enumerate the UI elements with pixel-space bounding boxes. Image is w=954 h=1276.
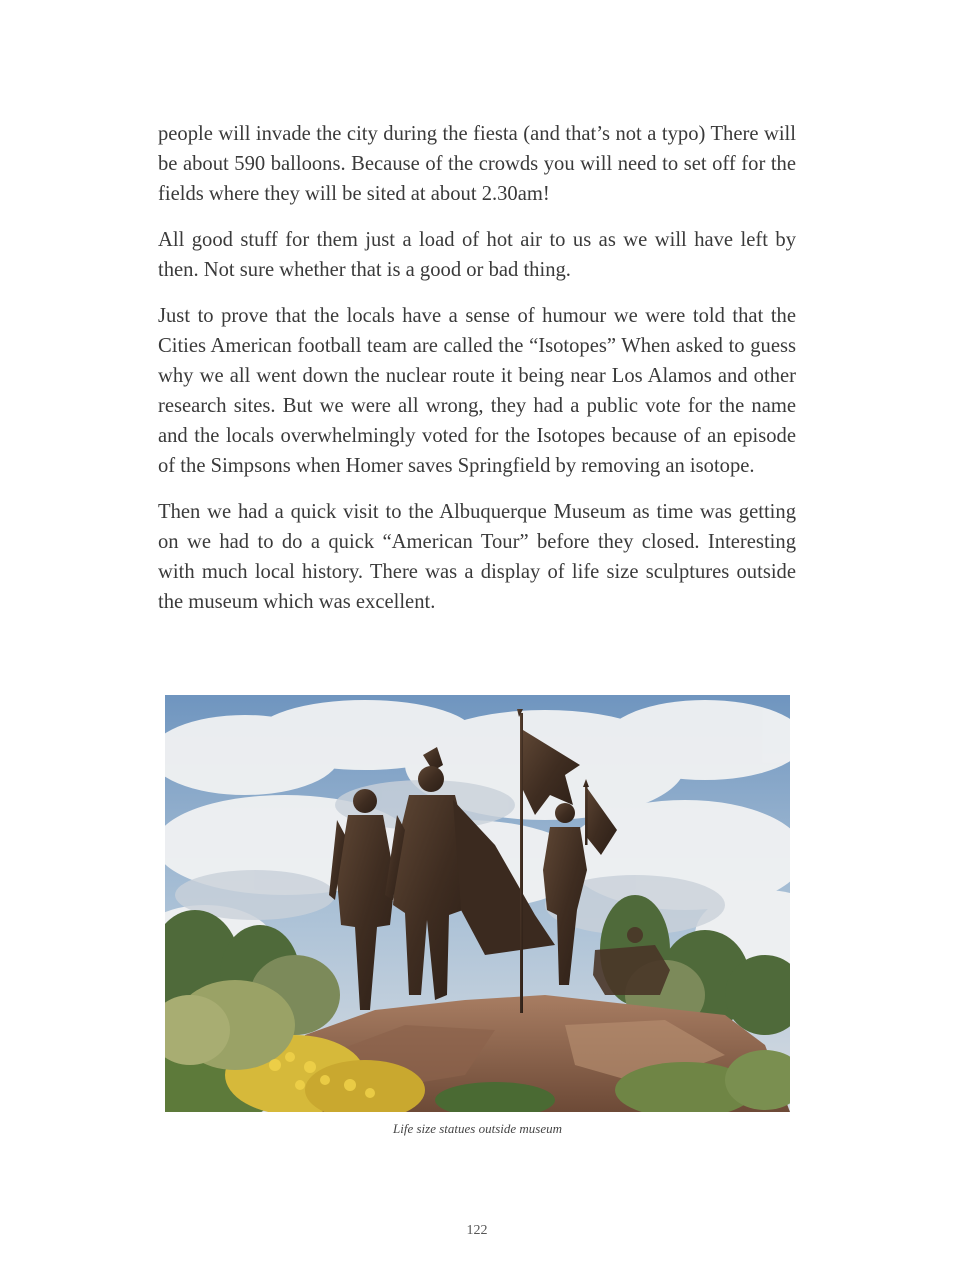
figure-caption: Life size statues outside museum <box>393 1121 562 1136</box>
paragraph-3: Just to prove that the locals have a sense of humour we were told that the Cities American football team are called the “Isotopes” When asked to guess why we all went down the nuclear route it being near Los Alamos and other research sites. But we were all wrong, they had a public vote for the name and the locals overwhelmingly voted for the Isotopes because of an episode of the Simpsons when Homer saves Springfield by removing an isotope. <box>158 305 796 477</box>
paragraph-1: people will invade the city during the fiesta (and that’s not a typo) There will be about 590 balloons. Because of the crowds you will need to set off for the fields where they will be sited at about 2.30am! <box>158 123 796 205</box>
statues-photo <box>165 695 790 1112</box>
page-number: 122 <box>466 1223 488 1238</box>
statues-photo-illustration <box>165 695 790 1112</box>
page-body <box>158 119 796 633</box>
paragraph-2: All good stuff for them just a load of hot air to us as we will have left by then. Not sure whether that is a good or bad thing. <box>158 229 796 281</box>
paragraph-4: Then we had a quick visit to the Albuquerque Museum as time was getting on we had to do a quick “American Tour” before they closed. Interesting with much local history. There was a display of life size sculptures outside the museum which was excellent. <box>158 501 796 613</box>
